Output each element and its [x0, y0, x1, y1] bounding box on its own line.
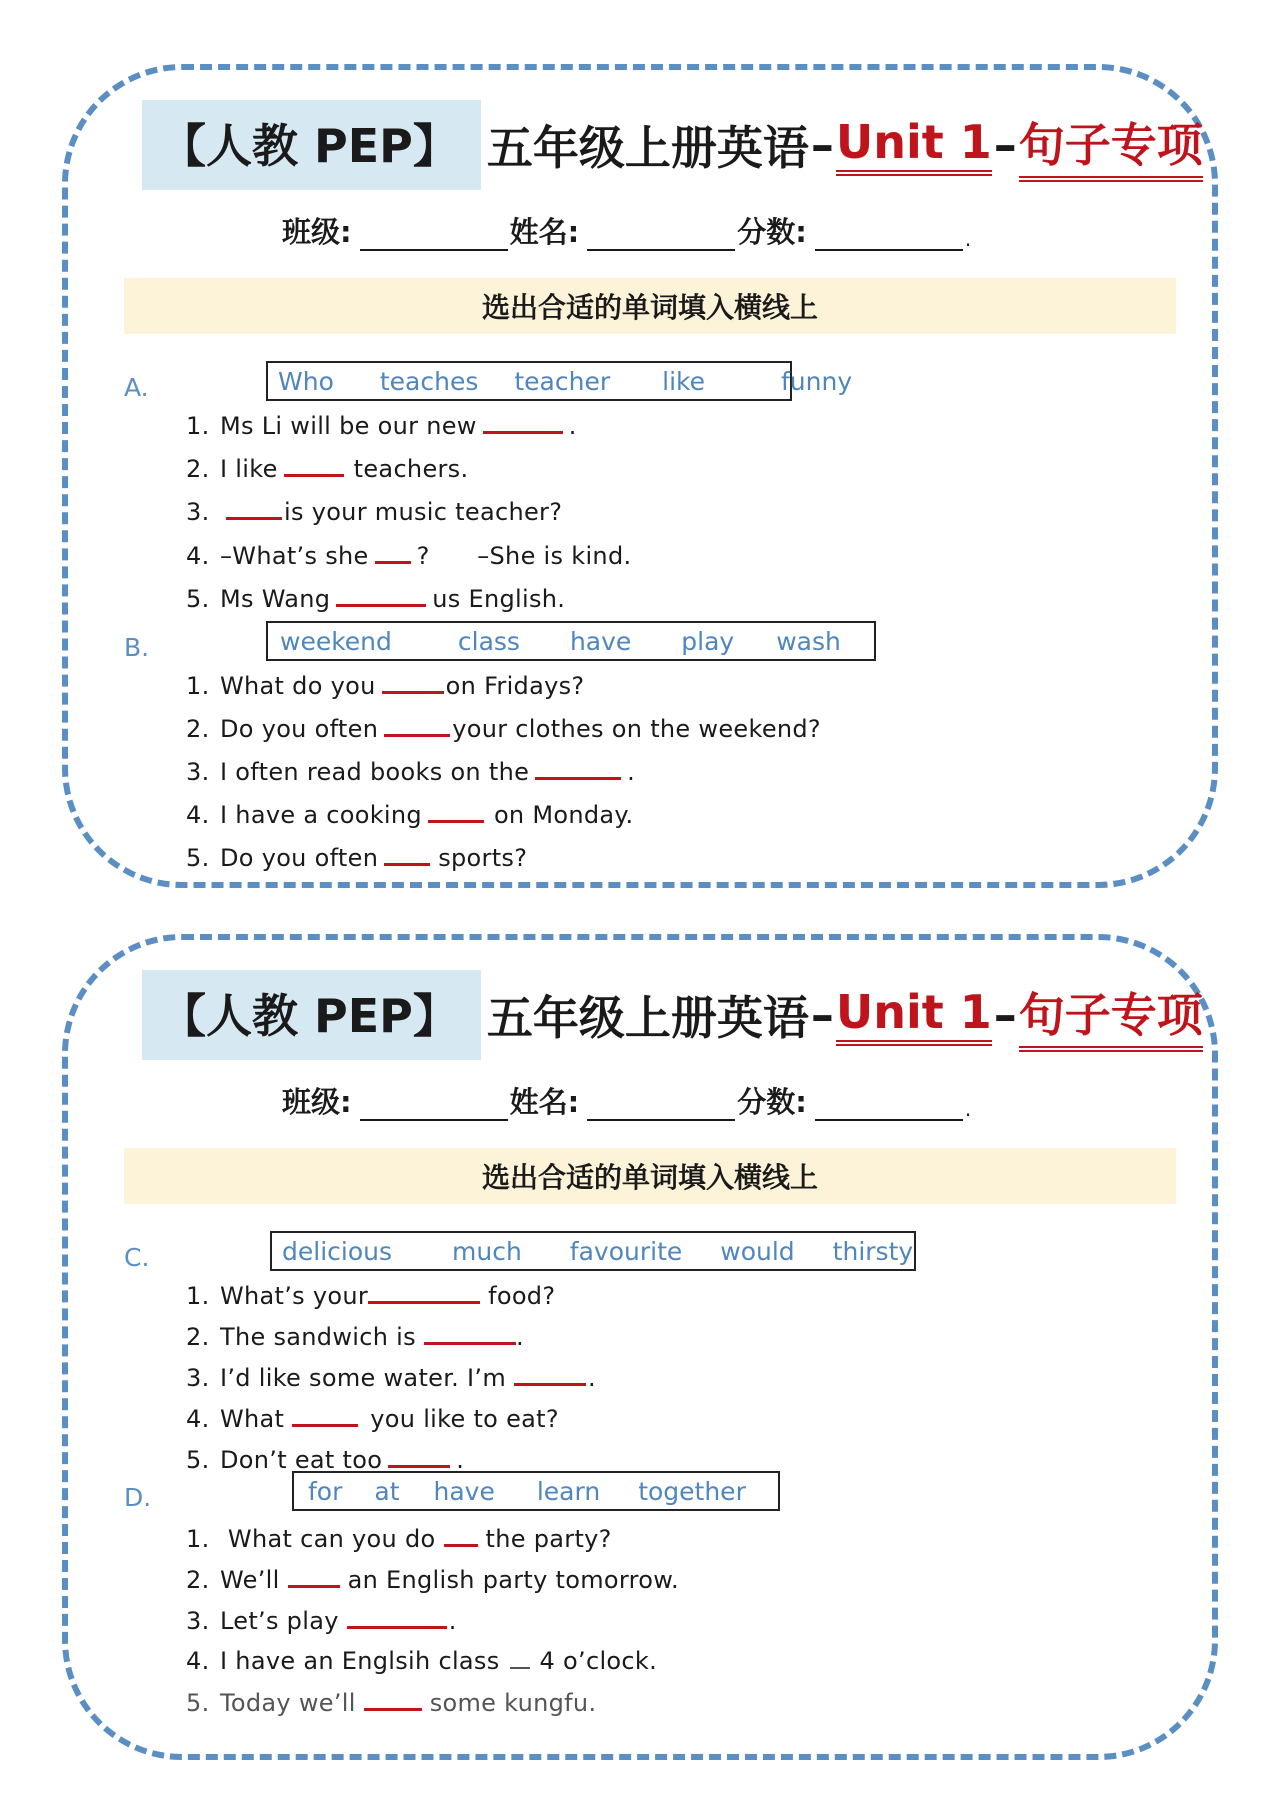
title-topic: 句子专项: [1019, 979, 1203, 1052]
question-text: .: [568, 412, 577, 440]
question-text: I have an Englsih class: [220, 1647, 500, 1675]
question-number: 3.: [186, 1364, 210, 1392]
word-bank-item: for: [308, 1476, 343, 1506]
answer-blank[interactable]: [288, 1561, 340, 1588]
section-letter: C.: [124, 1243, 150, 1272]
question: [186, 1277, 555, 1310]
question-text: What do you: [220, 672, 376, 700]
worksheet-title: [142, 970, 1203, 1060]
question-number: 2.: [186, 455, 210, 483]
word-bank-item: learn: [536, 1476, 601, 1506]
answer-blank[interactable]: [514, 1359, 586, 1386]
word-bank-item: would: [720, 1236, 795, 1266]
answer-blank[interactable]: [428, 796, 484, 823]
question-text: your clothes on the weekend?: [452, 715, 821, 743]
question-number: 5.: [186, 1446, 210, 1474]
student-info-row: [282, 210, 971, 251]
question: [186, 1561, 679, 1594]
question-text: The sandwich is: [220, 1323, 416, 1351]
question-number: 1.: [186, 1282, 210, 1310]
title-dash: –: [993, 118, 1017, 172]
word-bank-item: like: [662, 366, 705, 396]
worksheet-card-1: [62, 64, 1218, 888]
question-number: 5.: [186, 1689, 210, 1717]
answer-blank[interactable]: [292, 1400, 358, 1427]
worksheet-title: [142, 100, 1203, 190]
question: [186, 839, 527, 872]
title-unit: Unit 1: [836, 985, 992, 1046]
question-text: Ms Wang: [220, 585, 331, 613]
question-text: you like to eat?: [370, 1405, 559, 1433]
word-bank-item: have: [569, 626, 632, 656]
question-text: some kungfu.: [429, 1689, 597, 1717]
worksheet-card-2: [62, 934, 1218, 1760]
question-text: Let’s play: [220, 1607, 339, 1635]
answer-blank[interactable]: [375, 537, 411, 564]
question-text: food?: [488, 1282, 556, 1310]
answer-blank[interactable]: [384, 839, 430, 866]
word-bank-item: teacher: [514, 366, 611, 396]
question: [186, 1643, 657, 1675]
score-end: .: [964, 227, 972, 251]
answer-blank[interactable]: [384, 710, 450, 737]
question-text: .: [515, 1323, 524, 1351]
word-bank-item: weekend: [280, 626, 392, 656]
question: [186, 450, 468, 483]
question-number: 4.: [186, 801, 210, 829]
score-field[interactable]: [815, 1091, 963, 1121]
question-text: on Monday.: [493, 801, 634, 829]
question-number: 2.: [186, 1566, 210, 1594]
word-bank-item: at: [374, 1476, 400, 1506]
question-text: .: [588, 1364, 596, 1392]
word-bank: [266, 621, 876, 661]
question-text: We’ll: [220, 1566, 280, 1594]
answer-blank[interactable]: [388, 1441, 450, 1468]
question: [186, 1318, 524, 1351]
answer-blank[interactable]: [444, 1520, 478, 1547]
question-text: What’s your: [220, 1282, 369, 1310]
title-dash: –: [993, 988, 1017, 1042]
question-number: 3.: [186, 758, 210, 786]
question: [186, 407, 577, 440]
question-text: I have a cooking: [220, 801, 422, 829]
answer-blank[interactable]: [336, 580, 426, 607]
title-unit: Unit 1: [836, 115, 992, 176]
question-text: us English.: [432, 585, 566, 613]
answer-blank[interactable]: [510, 1643, 530, 1669]
question-number: 1.: [186, 672, 210, 700]
question-text: I like: [220, 455, 278, 483]
question-number: 4.: [186, 1647, 210, 1675]
title-badge: 【人教 PEP】: [142, 100, 481, 190]
answer-blank[interactable]: [483, 407, 563, 434]
title-badge: 【人教 PEP】: [142, 970, 481, 1060]
question: [186, 753, 635, 786]
question-number: 4.: [186, 1405, 210, 1433]
answer-blank[interactable]: [424, 1318, 516, 1345]
question-text: sports?: [438, 844, 528, 872]
title-topic: 句子专项: [1019, 109, 1203, 182]
question-text: teachers.: [353, 455, 469, 483]
instruction-banner: 选出合适的单词填入横线上: [124, 278, 1176, 334]
word-bank-item: have: [433, 1476, 495, 1506]
word-bank-item: wash: [776, 626, 841, 656]
question-text: I often read books on the: [220, 758, 530, 786]
answer-blank[interactable]: [364, 1684, 422, 1711]
question-number: 3.: [186, 1607, 210, 1635]
word-bank-item: play: [681, 626, 735, 656]
section-letter: B.: [124, 633, 150, 662]
word-bank-item: class: [457, 626, 520, 656]
score-end: .: [964, 1097, 972, 1121]
question: [186, 1359, 596, 1392]
word-bank-item: Who: [278, 366, 334, 396]
score-label: 分数:: [737, 1085, 807, 1119]
word-bank: [266, 361, 853, 401]
answer-blank[interactable]: [284, 450, 344, 477]
question: [186, 1400, 559, 1433]
question-text: Do you often: [220, 715, 379, 743]
word-bank-item: funny: [780, 366, 853, 396]
word-bank: [270, 1231, 916, 1271]
title-main: 五年级上册英语: [486, 121, 809, 175]
word-bank-item: teaches: [379, 366, 479, 396]
answer-blank[interactable]: [535, 753, 621, 780]
answer-blank[interactable]: [347, 1602, 447, 1629]
answer-blank[interactable]: [382, 667, 444, 694]
question-text: is your music teacher?: [284, 498, 563, 526]
question-number: 5.: [186, 585, 210, 613]
word-bank-item: favourite: [569, 1236, 683, 1266]
question-text: –What’s she: [220, 542, 369, 570]
question-text: .: [456, 1446, 465, 1474]
name-field[interactable]: [587, 221, 735, 251]
question: [186, 1441, 464, 1474]
word-bank-item: delicious: [282, 1236, 392, 1266]
question: [186, 710, 821, 743]
section-letter: D.: [124, 1483, 152, 1512]
name-label: 姓名:: [509, 1085, 580, 1119]
word-bank-item: together: [638, 1476, 746, 1506]
answer-blank[interactable]: [368, 1277, 480, 1304]
name-field[interactable]: [587, 1091, 735, 1121]
question-text: I’d like some water. I’m: [220, 1364, 507, 1392]
class-field[interactable]: [360, 221, 508, 251]
question-text: .: [627, 758, 636, 786]
student-info-row: [282, 1080, 971, 1121]
question-text: ? –She is kind.: [416, 542, 632, 570]
question: [186, 580, 565, 613]
answer-blank[interactable]: [226, 493, 282, 520]
class-field[interactable]: [360, 1091, 508, 1121]
title-main: 五年级上册英语: [486, 991, 809, 1045]
question-text: on Fridays?: [445, 672, 585, 700]
question-number: 4.: [186, 542, 210, 570]
question-text: What can you do: [220, 1525, 436, 1553]
question: [186, 493, 562, 526]
question-text: Don’t eat too: [220, 1446, 383, 1474]
class-label: 班级:: [282, 1085, 352, 1119]
word-bank: [292, 1471, 780, 1511]
question-text: 4 o’clock.: [539, 1647, 658, 1675]
question: [186, 1684, 596, 1717]
question-number: 2.: [186, 715, 210, 743]
question-number: 1.: [186, 1525, 210, 1553]
class-label: 班级:: [282, 215, 352, 249]
question-number: 3.: [186, 498, 210, 526]
word-bank-item: thirsty: [832, 1236, 914, 1266]
question: [186, 1602, 457, 1635]
question-text: What: [220, 1405, 285, 1433]
question: [186, 1520, 612, 1553]
title-dash: –: [810, 118, 834, 172]
question-text: Ms Li will be our new: [220, 412, 477, 440]
name-label: 姓名:: [509, 215, 580, 249]
question-text: Today we’ll: [220, 1689, 356, 1717]
score-label: 分数:: [737, 215, 807, 249]
title-dash: –: [810, 988, 834, 1042]
question-text: the party?: [485, 1525, 612, 1553]
question-text: an English party tomorrow.: [347, 1566, 679, 1594]
question-number: 2.: [186, 1323, 210, 1351]
question-number: 1.: [186, 412, 210, 440]
word-bank-item: much: [452, 1236, 522, 1266]
score-field[interactable]: [815, 221, 963, 251]
question: [186, 796, 633, 829]
question: [186, 537, 631, 570]
instruction-banner: 选出合适的单词填入横线上: [124, 1148, 1176, 1204]
section-letter: A.: [124, 373, 149, 402]
question-text: .: [448, 1607, 457, 1635]
question: [186, 667, 584, 700]
question-text: Do you often: [220, 844, 379, 872]
question-number: 5.: [186, 844, 210, 872]
